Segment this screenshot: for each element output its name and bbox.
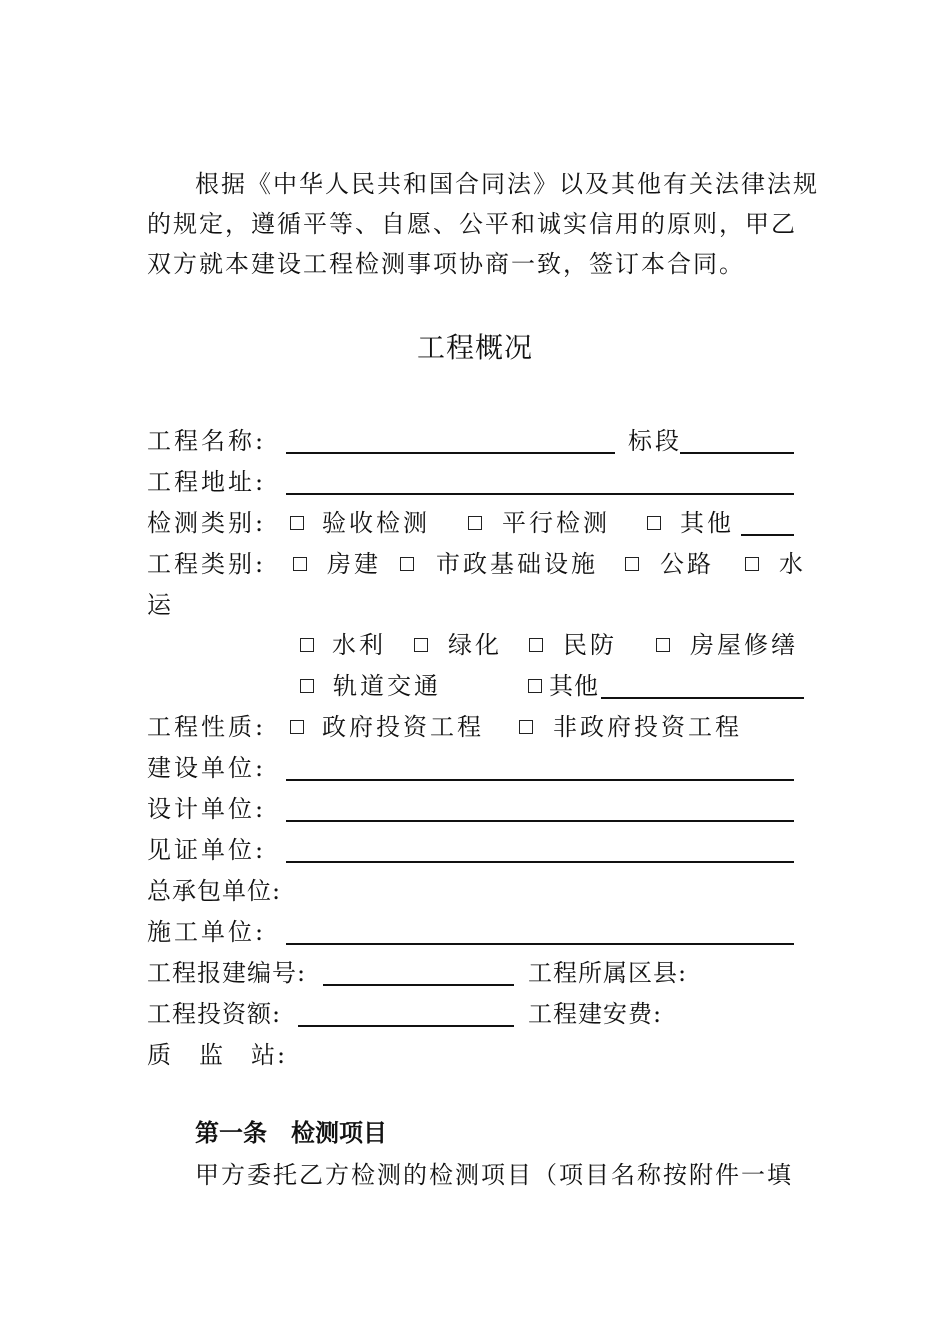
article-1-text: 甲方委托乙方检测的检测项目（项目名称按附件一填 bbox=[195, 1161, 793, 1189]
project-category-label: 工程类别: bbox=[147, 550, 267, 578]
install-fee-label: 工程建安费: bbox=[528, 1000, 663, 1028]
test-type-label: 检测类别: bbox=[147, 509, 267, 537]
quality-station-label: 质 监 站: bbox=[147, 1041, 288, 1069]
investment-field[interactable] bbox=[298, 1025, 514, 1027]
checkbox-housing[interactable] bbox=[293, 557, 307, 571]
option-highway: 公路 bbox=[660, 550, 714, 578]
witness-unit-field[interactable] bbox=[286, 861, 794, 863]
checkbox-greening[interactable] bbox=[414, 638, 428, 652]
option-waterway: 水 bbox=[779, 550, 806, 578]
checkbox-rail-transit[interactable] bbox=[300, 679, 314, 693]
category-other-field[interactable] bbox=[601, 697, 804, 699]
checkbox-civil-defense[interactable] bbox=[529, 638, 543, 652]
option-civil-defense: 民防 bbox=[563, 631, 617, 659]
option-house-repair: 房屋修缮 bbox=[690, 631, 798, 659]
filing-number-field[interactable] bbox=[323, 984, 514, 986]
witness-unit-label: 见证单位: bbox=[147, 836, 267, 864]
article-1-heading: 第一条 检测项目 bbox=[195, 1119, 387, 1147]
test-other-field[interactable] bbox=[741, 534, 794, 536]
checkbox-acceptance-test[interactable] bbox=[290, 516, 304, 530]
section-field[interactable] bbox=[680, 452, 794, 454]
construction-unit-label: 建设单位: bbox=[147, 754, 267, 782]
intro-line-1: 根据《中华人民共和国合同法》以及其他有关法律法规 bbox=[195, 170, 819, 198]
option-parallel-test: 平行检测 bbox=[502, 509, 610, 537]
district-label: 工程所属区县: bbox=[528, 959, 688, 987]
intro-paragraph bbox=[147, 164, 819, 284]
project-name-label: 工程名称: bbox=[147, 427, 267, 455]
option-housing: 房建 bbox=[327, 550, 381, 578]
design-unit-field[interactable] bbox=[286, 820, 794, 822]
section-label: 标段 bbox=[628, 427, 682, 455]
option-non-government-investment: 非政府投资工程 bbox=[553, 713, 742, 741]
checkbox-municipal[interactable] bbox=[400, 557, 414, 571]
option-government-investment: 政府投资工程 bbox=[322, 713, 484, 741]
option-municipal: 市政基础设施 bbox=[436, 550, 598, 578]
checkbox-test-other[interactable] bbox=[647, 516, 661, 530]
checkbox-house-repair[interactable] bbox=[656, 638, 670, 652]
checkbox-waterway[interactable] bbox=[745, 557, 759, 571]
option-water-conservancy: 水利 bbox=[332, 631, 386, 659]
option-category-other: 其他 bbox=[549, 672, 599, 700]
option-rail-transit: 轨道交通 bbox=[333, 672, 441, 700]
checkbox-parallel-test[interactable] bbox=[468, 516, 482, 530]
checkbox-water-conservancy[interactable] bbox=[300, 638, 314, 652]
checkbox-highway[interactable] bbox=[625, 557, 639, 571]
project-address-field[interactable] bbox=[286, 493, 794, 495]
design-unit-label: 设计单位: bbox=[147, 795, 267, 823]
project-nature-label: 工程性质: bbox=[147, 713, 267, 741]
option-acceptance-test: 验收检测 bbox=[322, 509, 430, 537]
checkbox-government-investment[interactable] bbox=[290, 720, 304, 734]
checkbox-category-other[interactable] bbox=[528, 679, 542, 693]
project-address-label: 工程地址: bbox=[147, 468, 267, 496]
builder-unit-field[interactable] bbox=[286, 943, 794, 945]
option-greening: 绿化 bbox=[448, 631, 502, 659]
option-test-other: 其他 bbox=[680, 509, 734, 537]
project-name-field[interactable] bbox=[286, 452, 615, 454]
filing-number-label: 工程报建编号: bbox=[147, 959, 307, 987]
intro-line-2: 的规定，遵循平等、自愿、公平和诚实信用的原则，甲乙 bbox=[147, 210, 797, 238]
general-contractor-label: 总承包单位: bbox=[147, 877, 282, 905]
intro-line-3: 双方就本建设工程检测事项协商一致，签订本合同。 bbox=[147, 250, 745, 278]
section-title: 工程概况 bbox=[416, 331, 533, 364]
option-waterway-wrap: 运 bbox=[147, 591, 174, 619]
builder-unit-label: 施工单位: bbox=[147, 918, 267, 946]
investment-label: 工程投资额: bbox=[147, 1000, 282, 1028]
checkbox-non-government-investment[interactable] bbox=[519, 720, 533, 734]
construction-unit-field[interactable] bbox=[286, 779, 794, 781]
